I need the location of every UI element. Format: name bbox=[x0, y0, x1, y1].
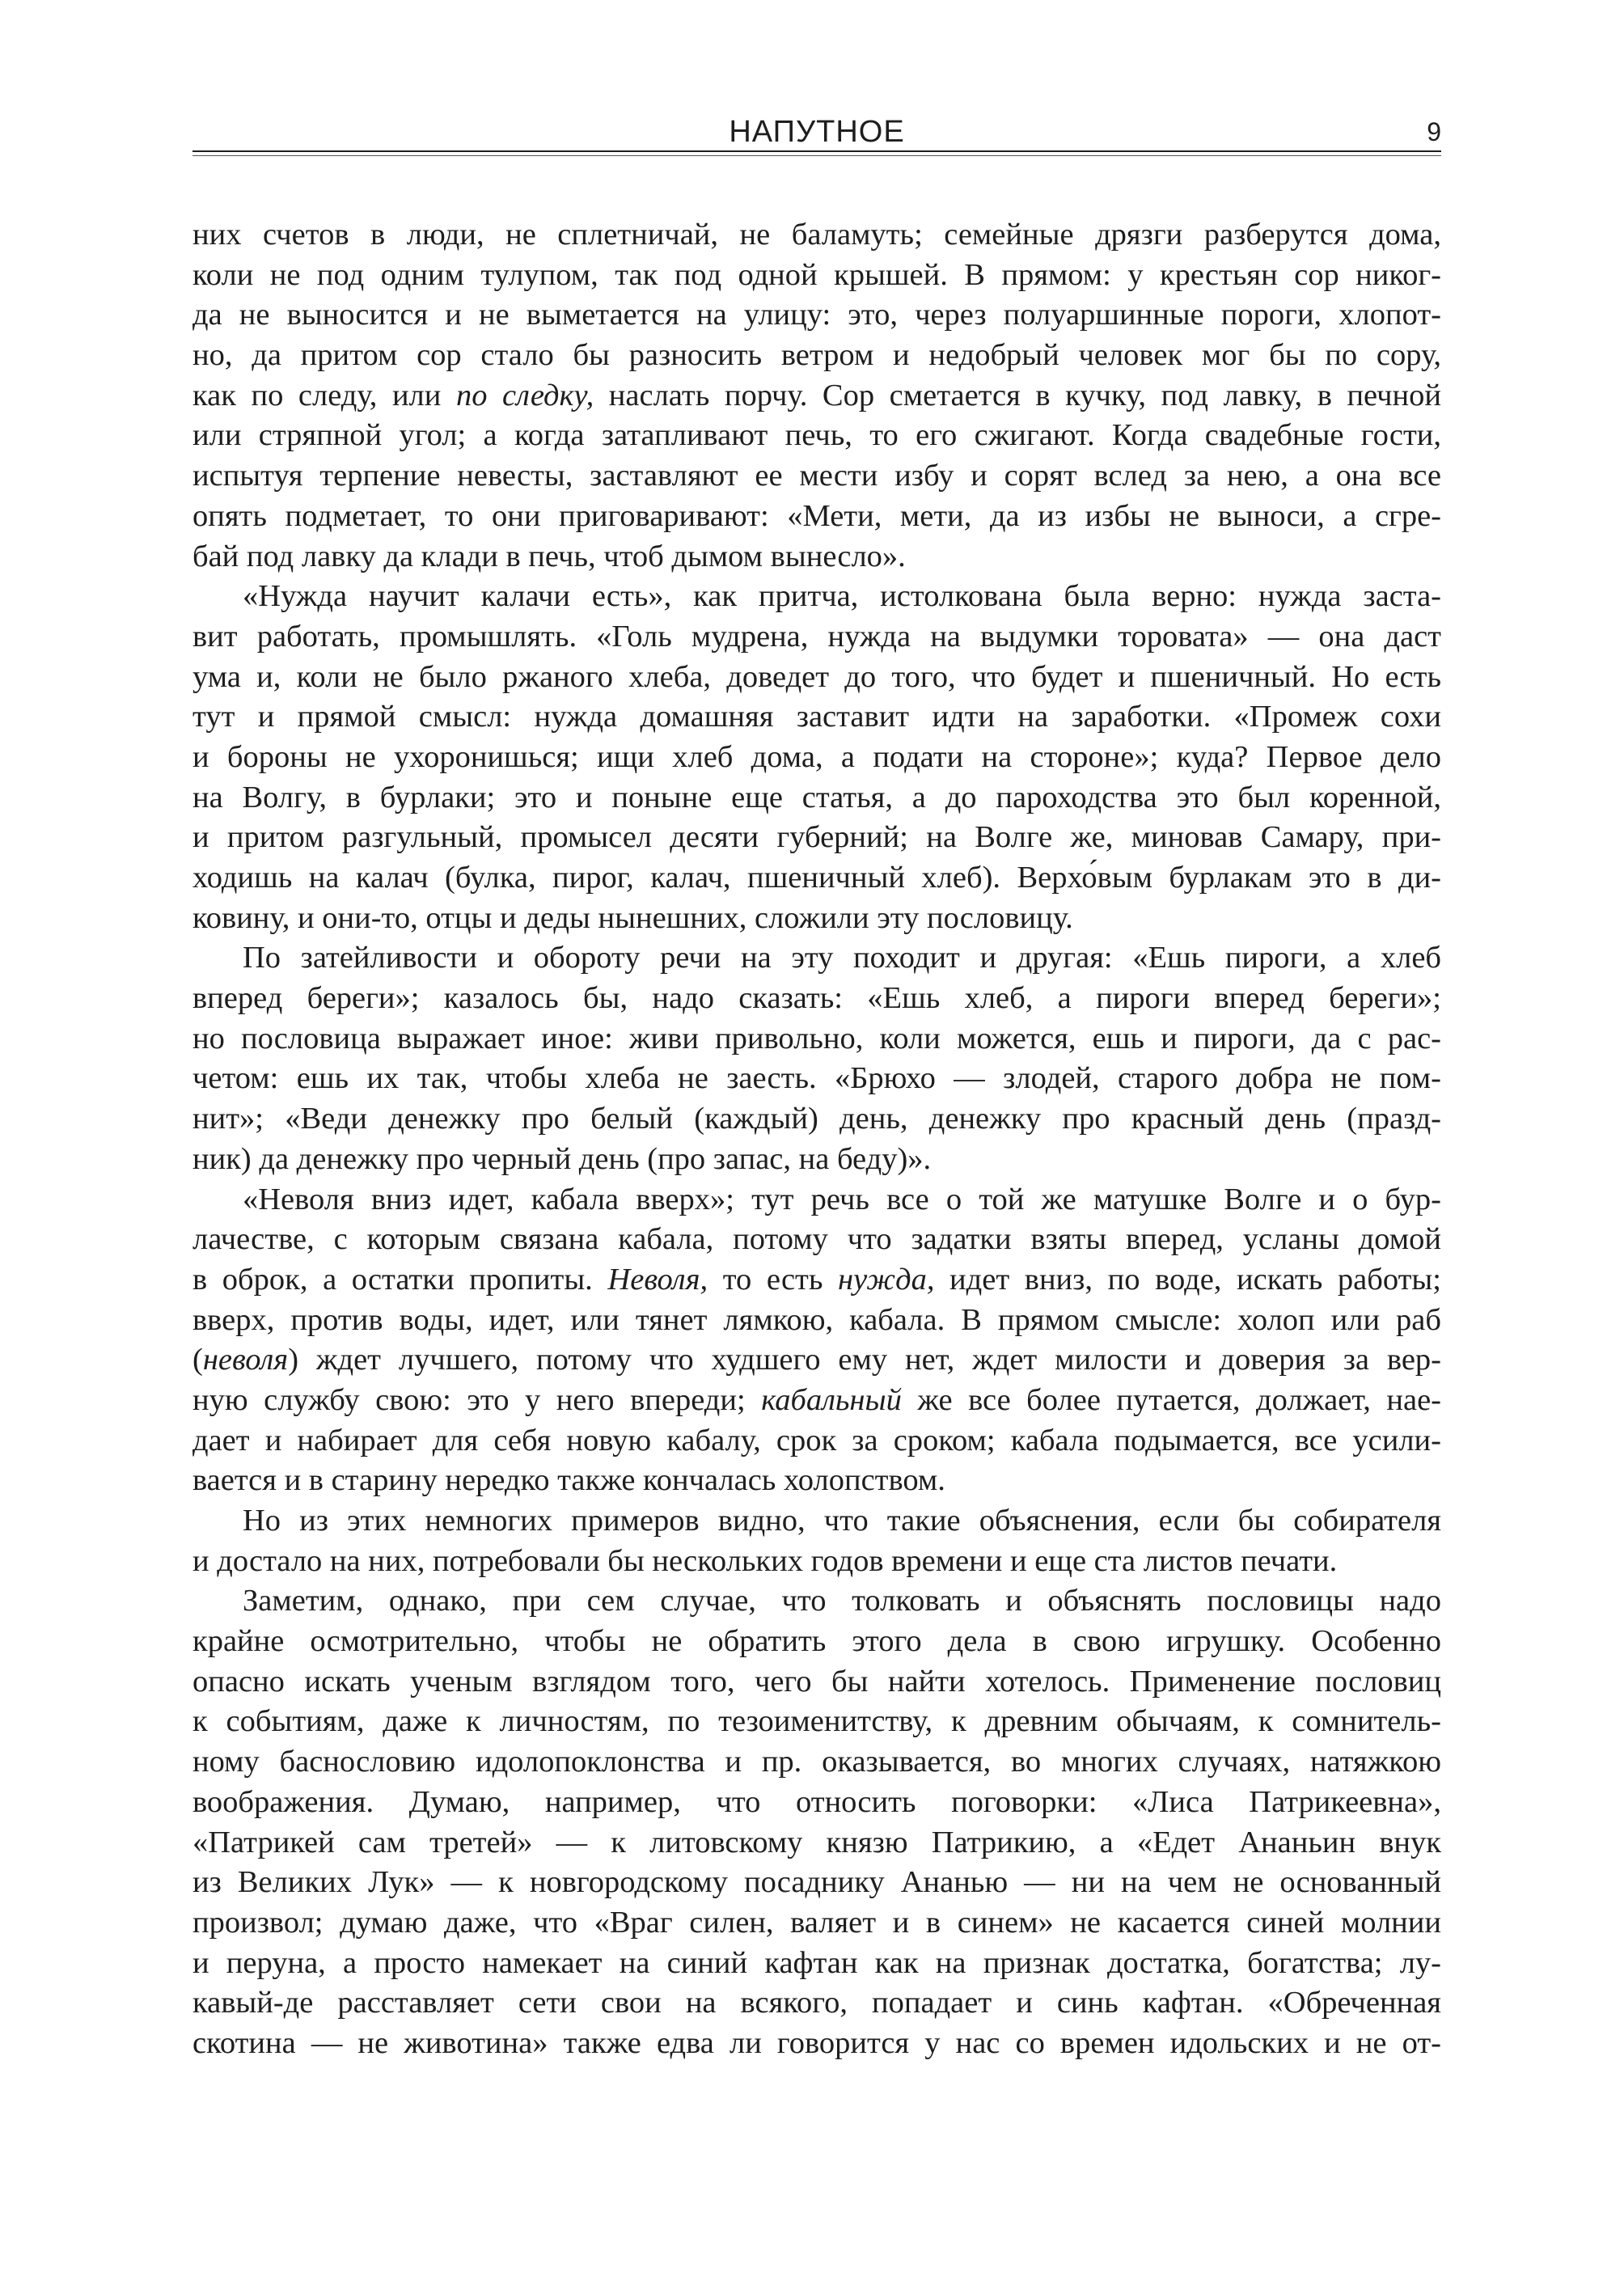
text-run: кавый-де расставляет сети свои на всякого, попадает и синь кафтан. «Обреченная bbox=[192, 1986, 1441, 2020]
text-run: как по следу, или bbox=[192, 378, 456, 412]
text-run: По затейливости и обороту речи на эту походит и другая: «Ешь пироги, а хлеб bbox=[243, 941, 1441, 975]
text-line bbox=[192, 497, 1441, 537]
text-line bbox=[192, 1501, 1441, 1542]
text-line bbox=[192, 376, 1441, 417]
text-line bbox=[192, 899, 1441, 939]
text-line bbox=[192, 778, 1441, 819]
paragraph bbox=[192, 577, 1441, 938]
text-line bbox=[192, 336, 1441, 376]
text-run: испытуя терпение невесты, заставляют ее мести избу и сорят вслед за нею, а она все bbox=[192, 459, 1441, 493]
text-run: вит работать, промышлять. «Голь мудрена, нужда на выдумки торовата» — она даст bbox=[192, 619, 1441, 654]
text-run: «Патрикей сам третей» — к литовскому князю Патрикию, а «Едет Ананьин внук bbox=[192, 1825, 1441, 1859]
text-run: тут и прямой смысл: нужда домашняя заставит идти на заработки. «Промеж сохи bbox=[192, 700, 1441, 734]
text-run: бай под лавку да клади в печь, чтоб дымом вынесло». bbox=[192, 539, 906, 573]
text-run: ( bbox=[192, 1343, 203, 1377]
header-rule bbox=[192, 150, 1441, 152]
text-run: четом: ешь их так, чтобы хлеба не заесть. «Брюхо — злодей, старого добра не пом- bbox=[192, 1061, 1441, 1096]
running-head-title: НАПУТНОЕ bbox=[729, 115, 905, 149]
text-line bbox=[192, 1220, 1441, 1260]
text-line bbox=[192, 1903, 1441, 1944]
text-run: но, да притом сор стало бы разносить ветром и недобрый человек мог бы по сору, bbox=[192, 338, 1441, 373]
text-line bbox=[192, 1461, 1441, 1501]
text-run: Но из этих немногих примеров видно, что такие объяснения, если бы собирателя bbox=[243, 1504, 1441, 1538]
text-run: опасно искать ученым взглядом того, чего бы найти хотелось. Применение пословиц bbox=[192, 1664, 1441, 1699]
text-line bbox=[192, 818, 1441, 858]
text-run: воображения. Думаю, например, что относить поговорки: «Лиса Патрикеевна», bbox=[192, 1784, 1441, 1819]
text-line bbox=[192, 1301, 1441, 1341]
text-line bbox=[192, 1742, 1441, 1783]
text-line bbox=[192, 256, 1441, 296]
paragraph bbox=[192, 938, 1441, 1179]
text-line bbox=[192, 658, 1441, 698]
text-line bbox=[192, 1622, 1441, 1662]
paragraph bbox=[192, 1180, 1441, 1502]
text-line bbox=[192, 2024, 1441, 2064]
text-run: из Великих Лук» — к новгородскому посаднику Ананью — ни на чем не основанный bbox=[192, 1865, 1441, 1900]
text-line bbox=[192, 1260, 1441, 1301]
text-run: скотина — не животина» также едва ли говорится у нас со времен идольских и не от- bbox=[192, 2025, 1441, 2060]
text-line bbox=[192, 577, 1441, 617]
text-run: ) ждет лучшего, потому что худшего ему нет, ждет милости и доверия за вер- bbox=[288, 1343, 1441, 1377]
text-line bbox=[192, 1823, 1441, 1864]
body-text bbox=[192, 215, 1441, 2064]
text-line bbox=[192, 617, 1441, 658]
text-run: к событиям, даже к личностям, по тезоименитству, к древним обычаям, к сомнитель- bbox=[192, 1704, 1441, 1739]
text-run: и достало на них, потребовали бы нескольких годов времени и еще ста листов печати. bbox=[192, 1543, 1338, 1578]
text-line bbox=[192, 979, 1441, 1019]
italic-term: неволя bbox=[202, 1343, 289, 1377]
text-run: нит»; «Веди денежку про белый (каждый) день, денежку про красный день (празд- bbox=[192, 1102, 1441, 1136]
text-line bbox=[192, 1340, 1441, 1381]
text-line bbox=[192, 416, 1441, 456]
text-line bbox=[192, 295, 1441, 336]
text-line bbox=[192, 1059, 1441, 1099]
text-run: ную службу свою: это у него впереди; bbox=[192, 1382, 762, 1417]
text-run: «Нужда научит калачи есть», как притча, истолкована была верно: нужда заста- bbox=[243, 579, 1441, 614]
text-run: в оброк, а остатки пропиты. bbox=[192, 1262, 608, 1297]
text-line bbox=[192, 1019, 1441, 1060]
paragraph bbox=[192, 1581, 1441, 2063]
text-run: крайне осмотрительно, чтобы не обратить этого дела в свою игрушку. Особенно bbox=[192, 1624, 1441, 1659]
text-line bbox=[192, 215, 1441, 256]
text-line bbox=[192, 1944, 1441, 1984]
text-line bbox=[192, 1421, 1441, 1462]
text-run: то есть bbox=[708, 1262, 839, 1297]
text-run: ума и, коли не было ржаного хлеба, доведет до того, что будет и пшеничный. Но есть bbox=[192, 659, 1441, 694]
text-line bbox=[192, 697, 1441, 738]
text-run: опять подметает, то они приговаривают: «Мети, мети, да из избы не выноси, а сгре- bbox=[192, 498, 1441, 533]
text-run: них счетов в люди, не сплетничай, не баламуть; семейные дрязги разберутся дома, bbox=[192, 218, 1441, 252]
text-line bbox=[192, 1783, 1441, 1823]
text-run: Заметим, однако, при сем случае, что толковать и объяснять пословицы надо bbox=[243, 1584, 1441, 1618]
italic-term: нужда, bbox=[838, 1262, 935, 1297]
text-line bbox=[192, 1983, 1441, 2024]
text-line bbox=[192, 1863, 1441, 1903]
text-run: «Неволя вниз идет, кабала вверх»; тут речь все о той же матушке Волге и о бур- bbox=[243, 1182, 1441, 1216]
text-run: да не выносится и не выметается на улицу: это, через полуаршинные пороги, хлопот- bbox=[192, 298, 1441, 332]
text-run: и притом разгульный, промысел десяти губерний; на Волге же, миновав Самару, при- bbox=[192, 820, 1441, 855]
text-run: ник) да денежку про черный день (про запас, на беду)». bbox=[192, 1141, 932, 1176]
paragraph bbox=[192, 215, 1441, 577]
text-run: вается и в старину нередко также кончалась холопством. bbox=[192, 1463, 945, 1498]
text-line bbox=[192, 537, 1441, 577]
text-run: ковину, и они-то, отцы и деды нынешних, сложили эту пословицу. bbox=[192, 900, 1073, 935]
text-run: наслать порчу. Сор сметается в кучку, под лавку, в печной bbox=[594, 378, 1441, 412]
text-run: произвол; думаю даже, что «Враг силен, валяет и в синем» не касается синей молнии bbox=[192, 1905, 1441, 1940]
text-line bbox=[192, 1662, 1441, 1703]
paragraph bbox=[192, 1501, 1441, 1581]
italic-term: по следку, bbox=[455, 378, 594, 412]
text-line bbox=[192, 938, 1441, 979]
text-line bbox=[192, 456, 1441, 497]
text-run: но пословица выражает иное: живи привольно, коли можется, ешь и пироги, да с рас- bbox=[192, 1021, 1441, 1056]
text-line bbox=[192, 738, 1441, 778]
text-run: ходишь на калач (булка, пирог, калач, пшеничный хлеб). Верхо́вым бурлакам это в ди- bbox=[192, 861, 1441, 895]
text-run: или стряпной угол; а когда затапливают печь, то его сжигают. Когда свадебные гости, bbox=[192, 418, 1441, 453]
text-run: дает и набирает для себя новую кабалу, срок за сроком; кабала подымается, все усили- bbox=[192, 1423, 1441, 1457]
header-rule-thin bbox=[192, 155, 1441, 156]
italic-term: кабальный bbox=[761, 1382, 902, 1417]
text-line bbox=[192, 1702, 1441, 1742]
text-run: и перуна, а просто намекает на синий кафтан как на признак достатка, богатства; лу- bbox=[192, 1945, 1441, 1980]
text-run: коли не под одним тулупом, так под одной крышей. В прямом: у крестьян сор никог- bbox=[192, 257, 1441, 292]
italic-term: Неволя, bbox=[607, 1262, 708, 1297]
text-run: лачестве, с которым связана кабала, потому что задатки взяты вперед, усланы домой bbox=[192, 1222, 1441, 1257]
text-line bbox=[192, 1581, 1441, 1622]
text-run: же все более путается, должает, нае- bbox=[901, 1382, 1441, 1417]
running-head bbox=[192, 113, 1441, 154]
text-run: вперед береги»; казалось бы, надо сказать: «Ешь хлеб, а пироги вперед береги»; bbox=[192, 981, 1441, 1016]
text-line bbox=[192, 1099, 1441, 1140]
text-line bbox=[192, 1140, 1441, 1180]
text-line bbox=[192, 858, 1441, 899]
text-line bbox=[192, 1381, 1441, 1421]
page-number: 9 bbox=[1427, 117, 1441, 146]
text-run: на Волгу, в бурлаки; это и поныне еще статья, а до пароходства это был коренной, bbox=[192, 780, 1441, 814]
text-line bbox=[192, 1542, 1441, 1582]
text-run: ному баснословию идолопоклонства и пр. оказывается, во многих случаях, натяжкою bbox=[192, 1745, 1441, 1779]
text-run: идет вниз, по воде, искать работы; bbox=[934, 1262, 1441, 1297]
text-run: и бороны не ухоронишься; ищи хлеб дома, а подати на стороне»; куда? Первое дело bbox=[192, 739, 1441, 774]
text-line bbox=[192, 1180, 1441, 1221]
text-run: вверх, против воды, идет, или тянет лямкою, кабала. В прямом смысле: холоп или раб bbox=[192, 1302, 1441, 1337]
